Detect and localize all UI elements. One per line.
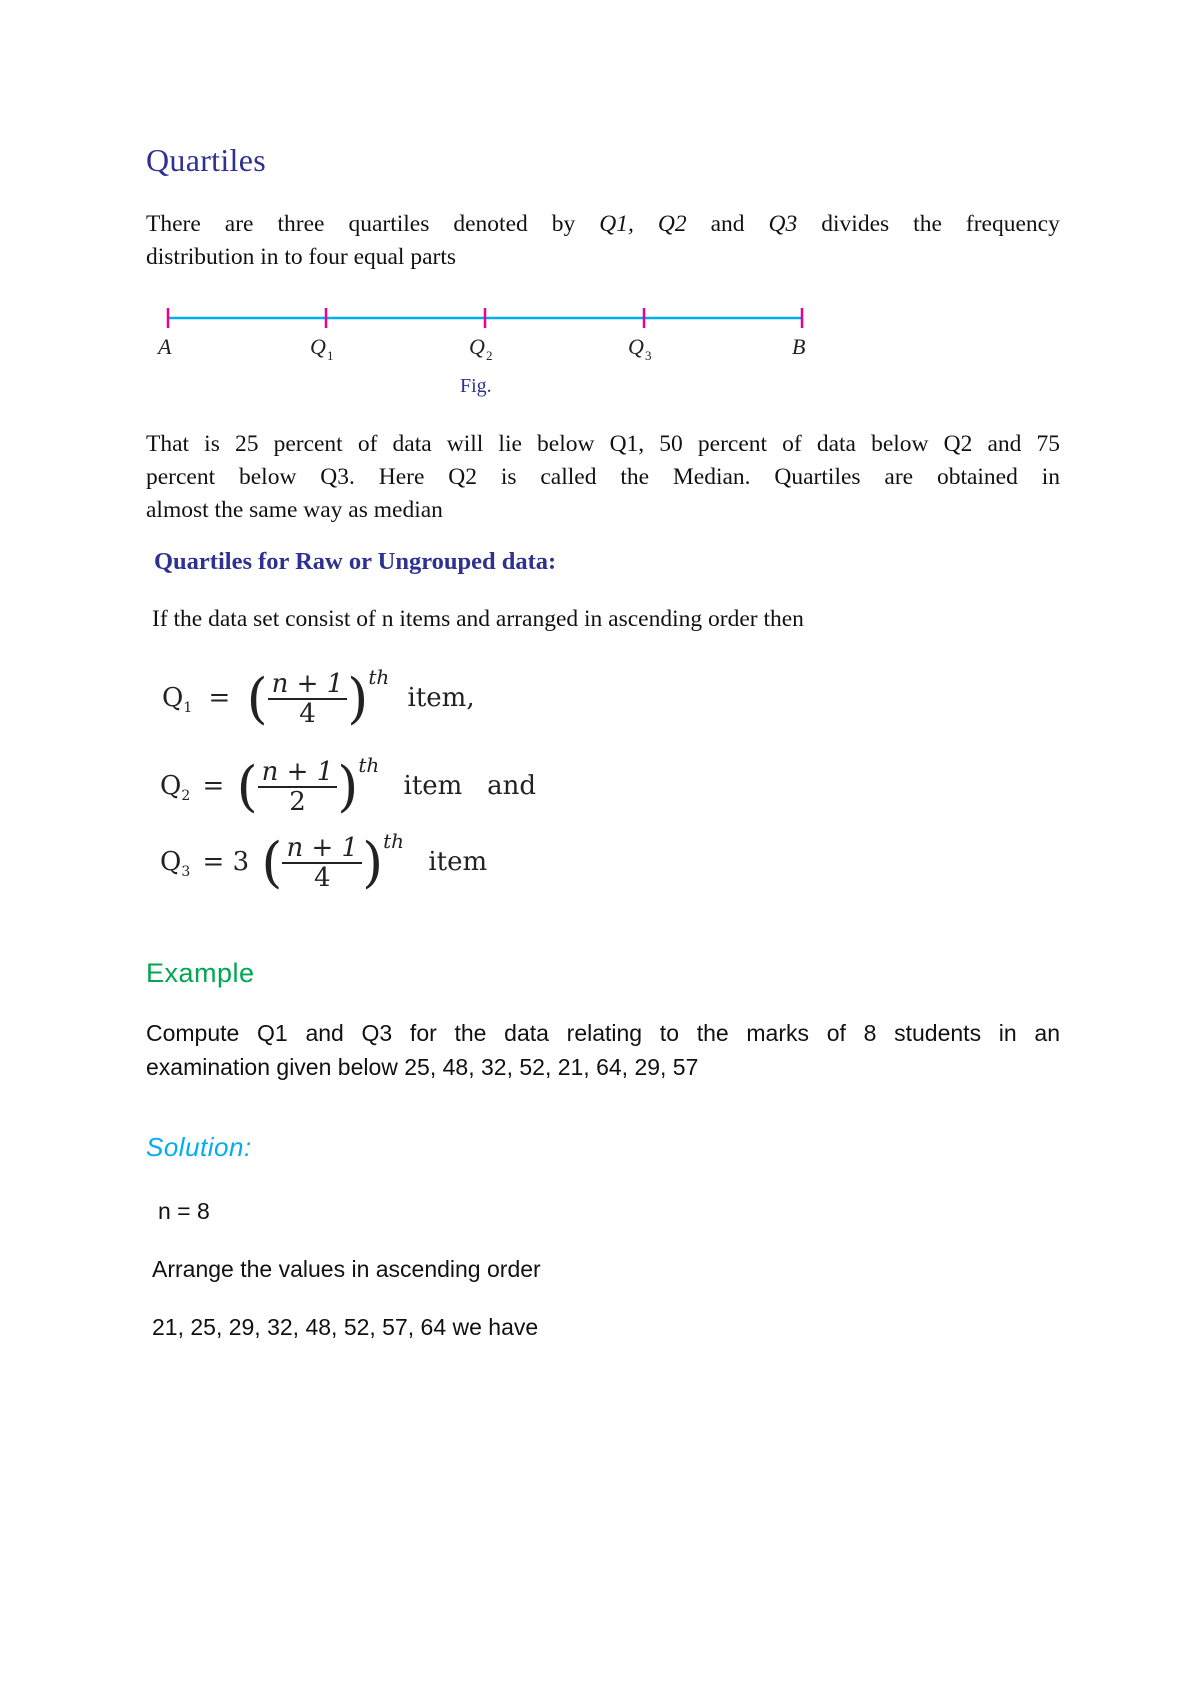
right-paren: ) (337, 755, 359, 818)
formula-eq: = (202, 771, 225, 801)
label-q2-sub: 2 (486, 348, 493, 363)
solution-sorted: 21, 25, 29, 32, 48, 52, 57, 64 we have (152, 1314, 539, 1340)
word: Q1, (599, 211, 634, 237)
solution-arrange: Arrange the values in ascending order (152, 1256, 541, 1282)
figure-caption: Fig. (460, 375, 492, 397)
denominator: 4 (299, 699, 316, 729)
label-q1: Q (310, 334, 326, 359)
word: by (551, 211, 576, 237)
word: quartiles (348, 211, 430, 237)
formula-sub: 1 (183, 700, 193, 716)
raw-data-heading: Quartiles for Raw or Ungrouped data: (154, 548, 557, 575)
superscript: th (368, 665, 390, 689)
explanation-line-1: That is 25 percent of data will lie below Q1, 50 percent of data below Q2 and 75 (146, 431, 1060, 457)
superscript: th (383, 829, 405, 853)
numerator: n + 1 (268, 670, 348, 700)
label-q3: Q (628, 334, 644, 359)
formula-sub: 2 (181, 788, 191, 804)
example-line-2: examination given below 25, 48, 32, 52, 21, 64, 29, 57 (146, 1054, 699, 1080)
label-q2: Q (469, 334, 485, 359)
denominator: 4 (313, 863, 331, 893)
formula-tail: item, (407, 683, 475, 713)
word: There (146, 211, 201, 237)
formula-tail: item and (403, 771, 537, 801)
formula-eq: = (208, 683, 231, 713)
word: Q2 (657, 211, 687, 237)
denominator: 2 (289, 787, 306, 817)
left-paren: ( (261, 831, 283, 894)
word: denoted (453, 211, 528, 237)
fraction (258, 758, 338, 816)
word: are (224, 211, 254, 237)
formula-lhs: Q (160, 847, 182, 877)
label-q1-sub: 1 (327, 348, 334, 363)
label-a: A (158, 334, 172, 359)
left-paren: ( (236, 755, 258, 818)
formula-sub: 3 (181, 864, 191, 880)
left-paren: ( (246, 667, 268, 730)
explanation-line-3: almost the same way as median (146, 497, 443, 523)
example-line-1: Compute Q1 and Q3 for the data relating to the marks of 8 students in an (146, 1020, 1060, 1046)
explanation-paragraph (146, 428, 1060, 527)
formula-lhs: Q (162, 683, 184, 713)
right-paren: ) (347, 667, 369, 730)
numerator: n + 1 (282, 834, 362, 864)
formula-tail: item (428, 847, 488, 877)
word: divides (821, 211, 890, 237)
intro-line-2: distribution in to four equal parts (146, 244, 457, 270)
solution-n: n = 8 (158, 1198, 210, 1224)
quartile-figure (150, 300, 820, 410)
raw-data-intro: If the data set consist of n items and arranged in ascending order then (152, 606, 804, 632)
word: the (913, 211, 942, 237)
formula-q3 (160, 829, 488, 894)
label-b: B (792, 334, 806, 359)
formula-q2 (160, 753, 537, 818)
formula-q1 (162, 665, 475, 730)
word: three (277, 211, 325, 237)
solution-heading: Solution: (146, 1132, 252, 1162)
superscript: th (358, 753, 380, 777)
word: frequency (965, 211, 1060, 237)
formula-lhs: Q (160, 771, 182, 801)
intro-line-1 (146, 208, 1060, 241)
label-q3-sub: 3 (645, 348, 652, 363)
intro-paragraph (146, 208, 1060, 274)
formula-eq: = 3 (202, 847, 250, 877)
page-title: Quartiles (146, 142, 266, 178)
word: Q3 (768, 211, 798, 237)
word: and (710, 211, 745, 237)
fraction (282, 834, 362, 892)
fraction (268, 670, 348, 728)
example-heading: Example (146, 958, 255, 988)
numerator: n + 1 (258, 758, 338, 788)
right-paren: ) (362, 831, 384, 894)
explanation-line-2: percent below Q3. Here Q2 is called the Median. Quartiles are obtained in (146, 464, 1060, 490)
example-paragraph (146, 1016, 1060, 1084)
